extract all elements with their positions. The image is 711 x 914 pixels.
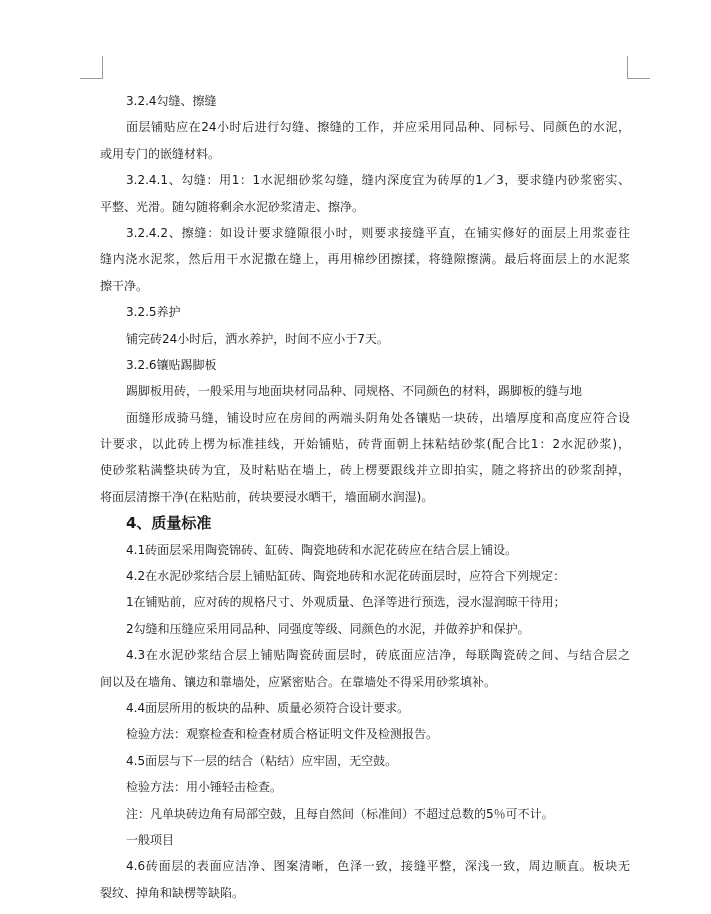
crop-mark-top-left xyxy=(80,56,103,79)
paragraph-line: 3.2.4.1、勾缝：用1：1水泥细砂浆勾缝，缝内深度宜为砖厚的1／3，要求缝内砂浆密实、 xyxy=(126,173,630,188)
chapter-heading-quality-standard: 4、质量标准 xyxy=(126,514,212,533)
crop-mark-top-right xyxy=(627,56,650,79)
paragraph-line: 4.4面层所用的板块的品种、质量必须符合设计要求。 xyxy=(126,700,410,715)
paragraph-line: 缝内浇水泥浆，然后用干水泥撒在缝上，再用棉纱团擦揉，将缝隙擦满。最后将面层上的水泥浆 xyxy=(100,252,630,267)
paragraph-line: 将面层清擦干净(在粘贴前，砖块要浸水晒干，墙面刷水润湿)。 xyxy=(100,489,434,504)
paragraph-line: 4.2在水泥砂浆结合层上铺贴缸砖、陶瓷地砖和水泥花砖面层时，应符合下列规定： xyxy=(126,569,566,584)
paragraph-line: 面缝形成骑马缝，铺设时应在房间的两端头阴角处各镶贴一块砖，出墙厚度和高度应符合设 xyxy=(126,410,630,425)
paragraph-line: 使砂浆粘满整块砖为宜，及时粘贴在墙上，砖上楞要跟线并立即拍实，随之将挤出的砂浆刮掉， xyxy=(100,463,630,478)
subheading-general-items: 一般项目 xyxy=(126,832,175,847)
paragraph-line: 4.3在水泥砂浆结合层上铺贴陶瓷砖面层时，砖底面应洁净，每联陶瓷砖之间、与结合层之 xyxy=(126,648,630,663)
document-body xyxy=(100,88,630,906)
paragraph-line: 3.2.4.2、擦缝：如设计要求缝隙很小时，则要求接缝平直，在铺实修好的面层上用浆壶往 xyxy=(126,225,630,240)
paragraph-line: 4.6砖面层的表面应洁净、图案清晰，色泽一致，接缝平整，深浅一致，周边顺直。板块无 xyxy=(126,859,630,874)
paragraph-line: 4.5面层与下一层的结合（粘结）应牢固，无空鼓。 xyxy=(126,753,398,768)
paragraph-line: 或用专门的嵌缝材料。 xyxy=(100,146,221,161)
paragraph-line: 4.1砖面层采用陶瓷锦砖、缸砖、陶瓷地砖和水泥花砖应在结合层上铺设。 xyxy=(126,542,518,557)
paragraph-line: 擦干净。 xyxy=(100,278,149,293)
paragraph-line: 计要求，以此砖上楞为标准挂线，开始铺贴，砖背面朝上抹粘结砂浆(配合比1：2水泥砂浆)， xyxy=(100,437,630,452)
paragraph-line: 2勾缝和压缝应采用同品种、同强度等级、同颜色的水泥，并做养护和保护。 xyxy=(126,621,530,636)
paragraph-line: 检验方法：观察检查和检查材质合格证明文件及检测报告。 xyxy=(126,727,439,742)
section-heading-3-2-6: 3.2.6镶贴踢脚板 xyxy=(126,357,217,372)
paragraph-line: 检验方法：用小锤轻击检查。 xyxy=(126,780,283,795)
paragraph-line: 注：凡单块砖边角有局部空鼓，且每自然间（标准间）不超过总数的5％可不计。 xyxy=(126,806,554,821)
paragraph-line: 间以及在墙角、镶边和靠墙处，应紧密贴合。在靠墙处不得采用砂浆填补。 xyxy=(100,674,497,689)
section-heading-3-2-4: 3.2.4勾缝、擦缝 xyxy=(126,94,217,108)
paragraph-line: 面层铺贴应在24小时后进行勾缝、擦缝的工作，并应采用同品种、同标号、同颜色的水泥， xyxy=(126,120,630,135)
paragraph-line: 1在铺贴前，应对砖的规格尺寸、外观质量、色泽等进行预选，浸水湿润晾干待用； xyxy=(126,595,566,610)
paragraph-line: 铺完砖24小时后，洒水养护，时间不应小于7天。 xyxy=(126,331,389,346)
paragraph-line: 踢脚板用砖，一般采用与地面块材同品种、同规格、不同颜色的材料，踢脚板的缝与地 xyxy=(126,384,583,399)
section-heading-3-2-5: 3.2.5养护 xyxy=(126,305,181,320)
paragraph-line: 平整、光滑。随勾随将剩余水泥砂浆清走、擦净。 xyxy=(100,199,365,214)
paragraph-line: 裂纹、掉角和缺楞等缺陷。 xyxy=(100,885,245,900)
